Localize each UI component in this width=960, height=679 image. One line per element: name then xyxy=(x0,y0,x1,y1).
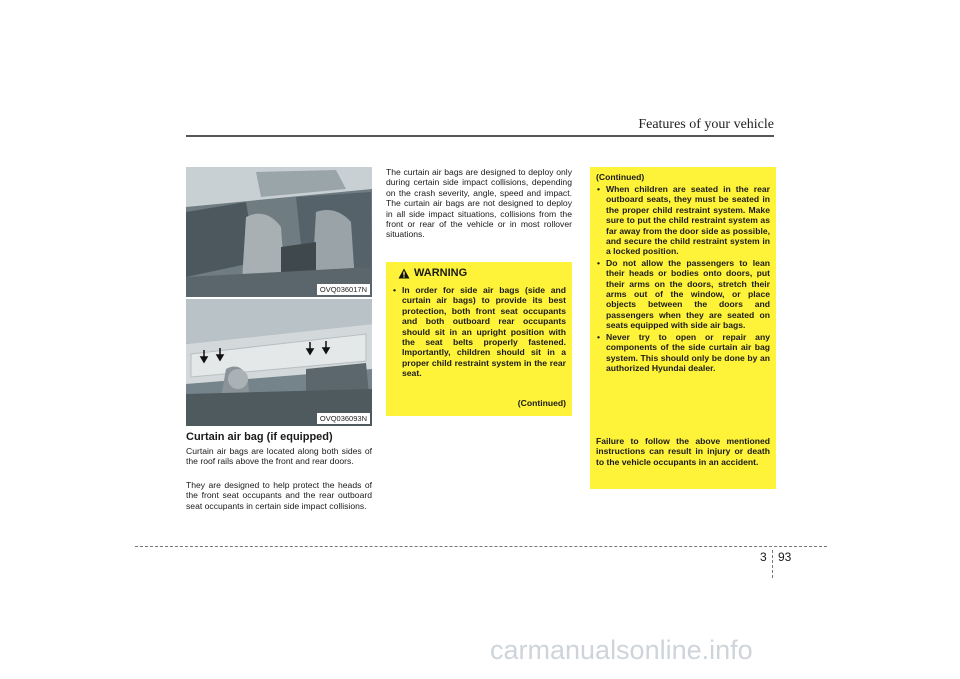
footer-divider xyxy=(135,546,827,547)
chapter-number: 3 xyxy=(760,550,767,564)
continued-label: (Continued) xyxy=(596,172,645,182)
header-divider xyxy=(186,135,774,137)
list-item: • Do not allow the passengers to lean their heads or bodies onto doors, put their arms on the doors, stretch their arms out of the window, or place objects between the doors and passengers when they are seated on seats equipped with side air bags. xyxy=(596,258,770,331)
watermark-text: carmanualsonline.info xyxy=(490,635,753,665)
warning-triangle-icon xyxy=(398,268,410,279)
curtain-airbag-photo-interior xyxy=(186,167,372,297)
page-number-divider xyxy=(772,550,773,578)
list-item: • Never try to open or repair any components of the side curtain air bag system. This should only be done by an authorized Hyundai dealer. xyxy=(596,332,770,374)
page-number: 93 xyxy=(778,550,792,564)
warning-bullet-list xyxy=(596,184,770,374)
warning-closing-text: Failure to follow the above mentioned instructions can result in injury or death to the vehicle occupants in an accident. xyxy=(596,436,770,467)
list-item: • When children are seated in the rear outboard seats, they must be seated in the proper child restraint system. Make sure to put the child restraint system as far away from the door side as possible, and secure the child restraint system in a locked position. xyxy=(596,184,770,257)
warning-box-continued xyxy=(590,167,776,489)
section-title: Curtain air bag (if equipped) xyxy=(186,431,333,443)
curtain-airbag-photo-deployed xyxy=(186,299,372,426)
warning-heading-text: WARNING xyxy=(414,267,468,280)
warning-box xyxy=(386,262,572,416)
figure-code: OVQ036017N xyxy=(317,284,370,295)
continued-label: (Continued) xyxy=(517,398,566,408)
middle-paragraph: The curtain air bags are designed to deploy only during certain side impact collisions, depending on the crash severity, angle, speed and impact. The curtain air bags are not designed to deploy in all side impact situations, collisions from the front or rear of the vehicle or in most rollover situations. xyxy=(386,167,572,240)
page-header-title: Features of your vehicle xyxy=(638,117,774,132)
warning-bullet-list xyxy=(392,285,566,380)
list-item: • In order for side air bags (side and curtain air bags) to provide its best protection, both front seat occupants and both outboard rear occupants should sit in an upright position with the seat belts properly fastened. Importantly, children should sit in a proper child restraint system in the rear seat. xyxy=(392,285,566,379)
interior-photo-illustration xyxy=(186,167,372,297)
warning-heading xyxy=(398,268,467,279)
deployed-airbag-illustration xyxy=(186,299,372,426)
figure-code: OVQ036093N xyxy=(317,413,370,424)
section-paragraph: They are designed to help protect the heads of the front seat occupants and the rear outboard seat occupants in certain side impact collisions. xyxy=(186,480,372,511)
section-paragraph: Curtain air bags are located along both sides of the roof rails above the front and rear doors. xyxy=(186,446,372,467)
